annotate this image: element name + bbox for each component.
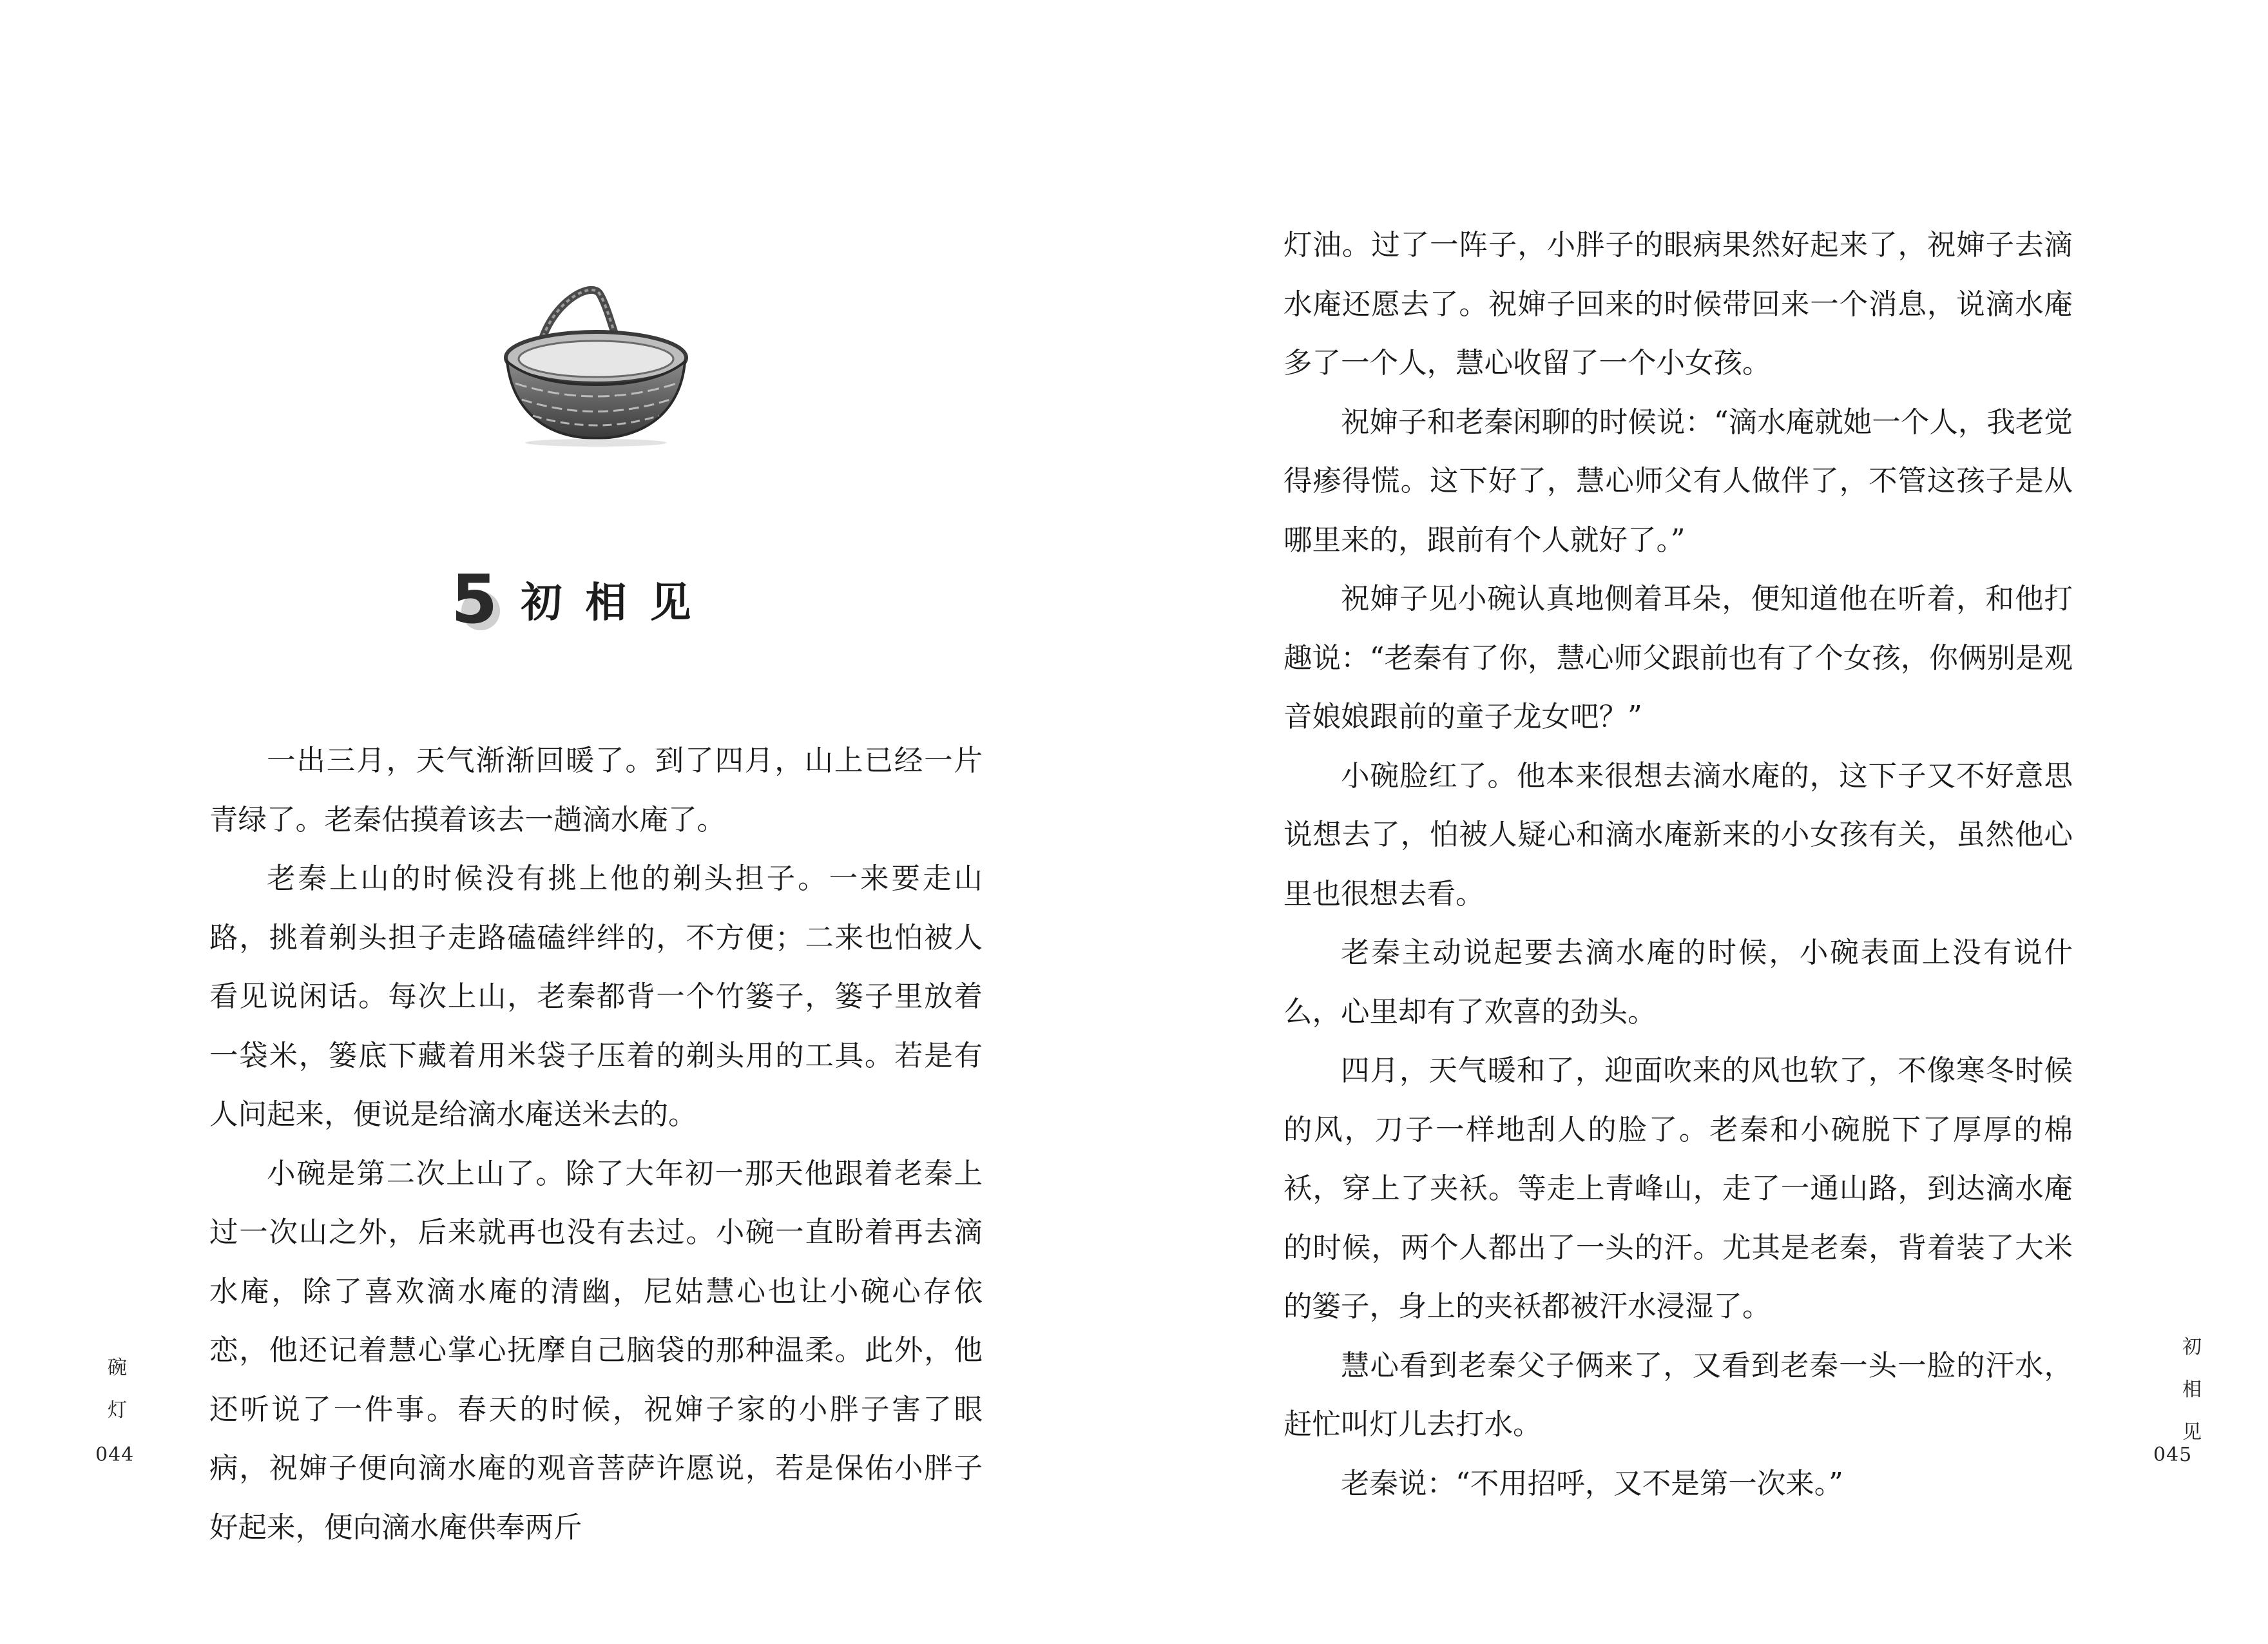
paragraph: 小碗脸红了。他本来很想去滴水庵的，这下子又不好意思说想去了，怕被人疑心和滴水庵新来的小女孩有关，虽然他心里也很想去看。 bbox=[1283, 759, 2073, 911]
chapter-title-margin-label: 初相见 bbox=[2182, 1336, 2202, 1444]
paragraph: 祝婶子见小碗认真地侧着耳朵，便知道他在听着，和他打趣说：“老秦有了你，慧心师父跟前也有了个女孩，你俩别是观音娘娘跟前的童子龙女吧？” bbox=[1283, 583, 2073, 733]
paragraph: 一出三月，天气渐渐回暖了。到了四月，山上已经一片青绿了。老秦估摸着该去一趟滴水庵了。 bbox=[209, 744, 983, 837]
chapter-number: 5 bbox=[451, 560, 498, 639]
woven-basket-icon bbox=[493, 280, 699, 448]
paragraph-continuation: 灯油。过了一阵子，小胖子的眼病果然好起来了，祝婶子去滴水庵还愿去了。祝婶子回来的时候带回来一个消息，说滴水庵多了一个人，慧心收留了一个小女孩。 bbox=[1283, 229, 2073, 380]
paragraph: 老秦说：“不用招呼，又不是第一次来。” bbox=[1341, 1467, 1843, 1500]
chapter-title: 初相见 bbox=[521, 579, 715, 627]
paragraph: 祝婶子和老秦闲聊的时候说：“滴水庵就她一个人，我老觉得瘆得慌。这下好了，慧心师父有人做伴了，不管这孩子是从哪里来的，跟前有个人就好了。” bbox=[1283, 405, 2073, 557]
paragraph: 四月，天气暖和了，迎面吹来的风也软了，不像寒冬时候的风，刀子一样地刮人的脸了。老秦和小碗脱下了厚厚的棉袄，穿上了夹袄。等走上青峰山，走了一通山路，到达滴水庵的时候，两个人都出了一头的汗。尤其是老秦，背着装了大米的篓子，身上的夹袄都被汗水浸湿了。 bbox=[1283, 1054, 2073, 1323]
paragraph: 老秦主动说起要去滴水庵的时候，小碗表面上没有说什么，心里却有了欢喜的劲头。 bbox=[1283, 936, 2073, 1029]
page-number-right: 045 bbox=[2153, 1444, 2193, 1466]
left-body-text bbox=[209, 731, 983, 1557]
chapter-heading bbox=[451, 554, 714, 644]
paragraph: 小碗是第二次上山了。除了大年初一那天他跟着老秦上过一次山之外，后来就再也没有去过。小碗一直盼着再去滴水庵，除了喜欢滴水庵的清幽，尼姑慧心也让小碗心存依恋，他还记着慧心掌心抚摩自己脑袋的那种温柔。此外，他还听说了一件事。春天的时候，祝婶子家的小胖子害了眼病，祝婶子便向滴水庵的观音菩萨许愿说，若是保佑小胖子好起来，便向滴水庵供奉两斤 bbox=[209, 1157, 983, 1544]
paragraph: 慧心看到老秦父子俩来了，又看到老秦一头一脸的汗水，赶忙叫灯儿去打水。 bbox=[1283, 1349, 2073, 1441]
right-page bbox=[1134, 0, 2268, 1644]
page-number-left: 044 bbox=[95, 1444, 135, 1466]
book-title-margin-label: 碗灯 bbox=[108, 1357, 127, 1422]
right-body-text bbox=[1283, 216, 2073, 1513]
paragraph: 老秦上山的时候没有挑上他的剃头担子。一来要走山路，挑着剃头担子走路磕磕绊绊的，不方便；二来也怕被人看见说闲话。每次上山，老秦都背一个竹篓子，篓子里放着一袋米，篓底下藏着用米袋子压着的剃头用的工具。若是有人问起来，便说是给滴水庵送米去的。 bbox=[209, 862, 983, 1131]
